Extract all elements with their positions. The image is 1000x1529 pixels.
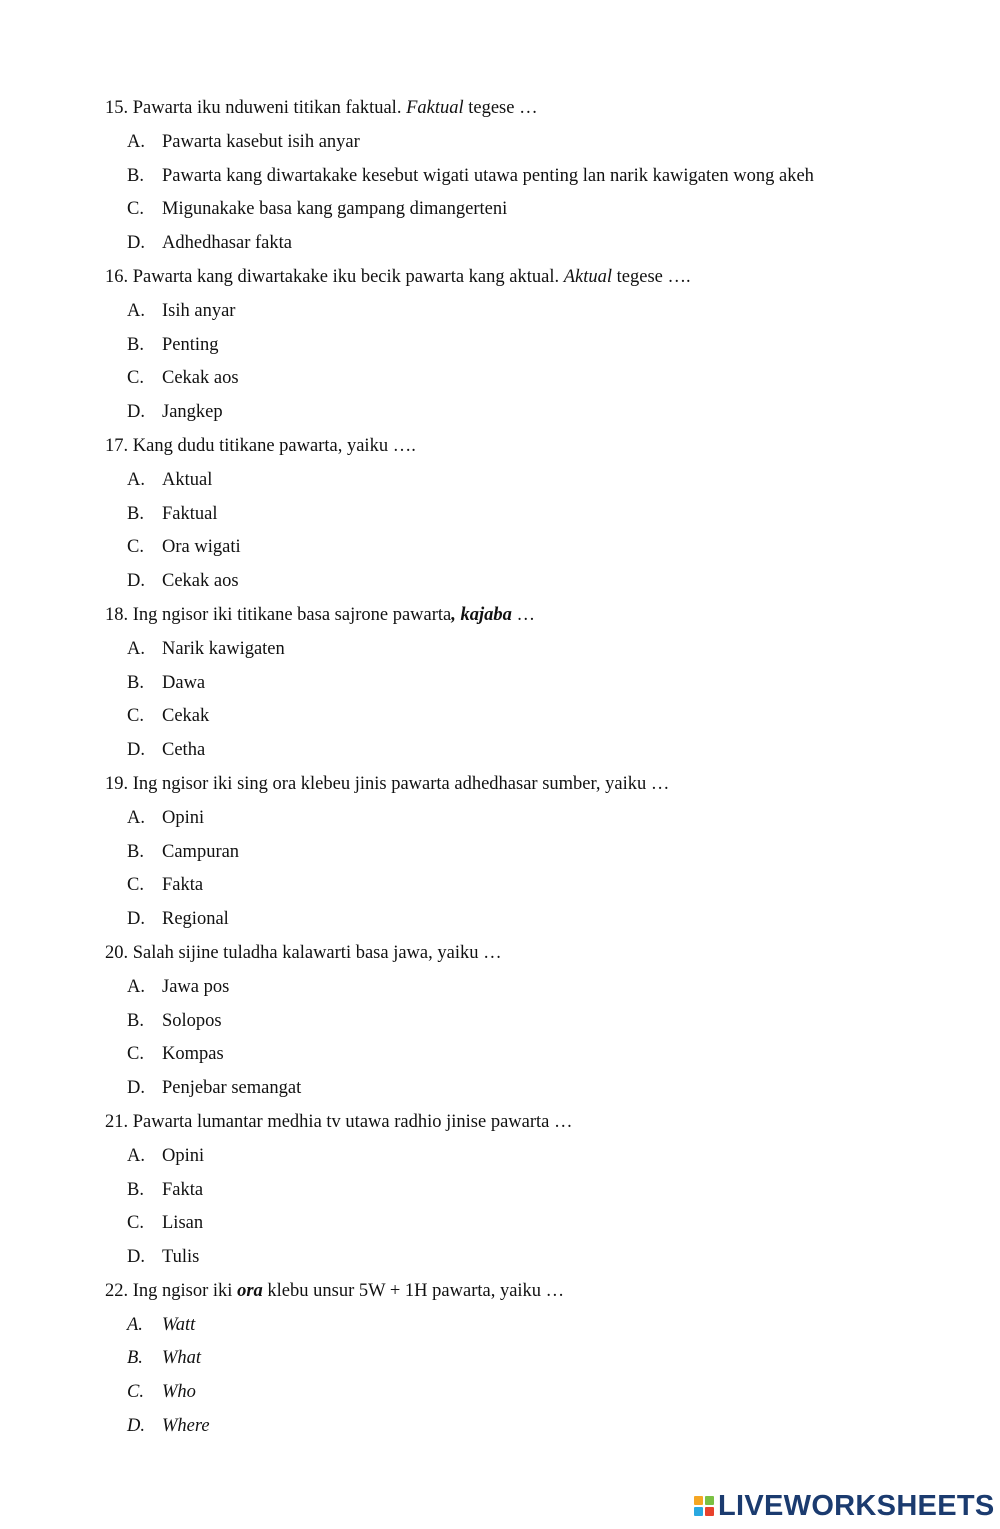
logo-square [705, 1496, 714, 1505]
question-15 [0, 92, 1000, 126]
answer-option[interactable] [0, 903, 1000, 937]
option-letter: A. [127, 807, 145, 828]
option-text: Cekak [162, 706, 210, 727]
answer-option[interactable] [0, 802, 1000, 836]
answer-option[interactable] [0, 396, 1000, 430]
liveworksheets-logo-icon [694, 1496, 714, 1516]
option-letter: A. [127, 1145, 145, 1166]
option-text: Pawarta kang diwartakake kesebut wigati utawa penting lan narik kawigaten wong akeh [162, 165, 814, 186]
answer-option[interactable] [0, 1410, 1000, 1444]
option-letter: B. [127, 1348, 143, 1369]
question-text: … [511, 604, 536, 625]
option-letter: A. [127, 131, 145, 152]
option-text: Faktual [162, 503, 218, 524]
answer-option[interactable] [0, 193, 1000, 227]
question-text: tegese …. [612, 266, 691, 287]
option-letter: D. [127, 571, 145, 592]
answer-option[interactable] [0, 1376, 1000, 1410]
option-letter: A. [127, 638, 145, 659]
answer-option[interactable] [0, 1207, 1000, 1241]
question-text: Ing ngisor iki [132, 1280, 238, 1301]
question-text: Salah sijine tuladha kalawarti basa jawa, yaiku … [132, 942, 502, 963]
question-text: , kajaba [451, 604, 512, 625]
option-text: Lisan [162, 1213, 204, 1234]
option-text: Narik kawigaten [162, 638, 285, 659]
option-text: Tulis [162, 1247, 200, 1268]
answer-option[interactable] [0, 362, 1000, 396]
answer-option[interactable] [0, 126, 1000, 160]
question-text: Ing ngisor iki titikane basa sajrone pawarta [132, 604, 452, 625]
option-text: Cekak aos [162, 368, 239, 389]
option-text: Penting [162, 334, 219, 355]
option-letter: A. [127, 300, 145, 321]
option-letter: B. [127, 334, 144, 355]
option-text: Penjebar semangat [162, 1078, 302, 1099]
question-number: 22. [105, 1280, 129, 1301]
question-number: 17. [105, 435, 129, 456]
question-number: 18. [105, 604, 129, 625]
option-text: Migunakake basa kang gampang dimangerteni [162, 199, 508, 220]
option-text: Fakta [162, 1179, 204, 1200]
option-text: Opini [162, 1145, 205, 1166]
option-letter: D. [127, 233, 145, 254]
answer-option[interactable] [0, 565, 1000, 599]
question-text: tegese … [463, 98, 538, 118]
logo-square [694, 1507, 703, 1516]
option-text: Fakta [162, 875, 204, 896]
answer-option[interactable] [0, 329, 1000, 363]
question-18 [0, 599, 1000, 633]
option-text: Regional [162, 909, 229, 930]
answer-option[interactable] [0, 498, 1000, 532]
question-number: 16. [105, 266, 129, 287]
question-text: Ing ngisor iki sing ora klebeu jinis pawarta adhedhasar sumber, yaiku … [132, 773, 670, 794]
option-text: Adhedhasar fakta [162, 233, 292, 254]
logo-square [694, 1496, 703, 1505]
answer-option[interactable] [0, 160, 1000, 194]
option-text: Who [162, 1382, 196, 1403]
option-letter: C. [127, 706, 144, 727]
answer-option[interactable] [0, 1072, 1000, 1106]
liveworksheets-logo-text: LIVEWORKSHEETS [718, 1489, 995, 1522]
option-text: Opini [162, 807, 205, 828]
option-text: Dawa [162, 672, 206, 693]
option-letter: C. [127, 875, 144, 896]
answer-option[interactable] [0, 1038, 1000, 1072]
question-20 [0, 937, 1000, 971]
option-text: Ora wigati [162, 537, 241, 558]
option-letter: A. [127, 1314, 143, 1335]
option-letter: C. [127, 199, 144, 220]
question-text: Pawarta kang diwartakake iku becik pawarta kang aktual. [132, 266, 564, 287]
question-text: Kang dudu titikane pawarta, yaiku …. [132, 435, 416, 456]
answer-option[interactable] [0, 531, 1000, 565]
question-text: Pawarta iku nduweni titikan faktual. [132, 98, 407, 118]
option-text: Campuran [162, 841, 240, 862]
option-text: Pawarta kasebut isih anyar [162, 131, 360, 152]
option-letter: D. [127, 909, 145, 930]
answer-option[interactable] [0, 869, 1000, 903]
worksheet-content [0, 92, 1000, 1444]
question-number: 20. [105, 942, 129, 963]
answer-option[interactable] [0, 1241, 1000, 1275]
option-letter: D. [127, 402, 145, 423]
option-letter: B. [127, 672, 144, 693]
option-text: Cekak aos [162, 571, 239, 592]
option-letter: D. [127, 1416, 145, 1437]
answer-option[interactable] [0, 667, 1000, 701]
answer-option[interactable] [0, 971, 1000, 1005]
option-text: Cetha [162, 740, 206, 761]
option-letter: D. [127, 1247, 145, 1268]
question-text: Faktual [406, 98, 464, 118]
logo-square [705, 1507, 714, 1516]
question-16 [0, 261, 1000, 295]
option-letter: A. [127, 469, 145, 490]
option-letter: B. [127, 165, 144, 186]
question-17 [0, 430, 1000, 464]
question-19 [0, 768, 1000, 802]
option-letter: C. [127, 1382, 144, 1403]
option-text: What [162, 1348, 202, 1369]
question-number: 19. [105, 773, 129, 794]
question-text: ora [237, 1280, 263, 1301]
option-letter: C. [127, 1213, 144, 1234]
option-letter: C. [127, 1044, 144, 1065]
answer-option[interactable] [0, 1140, 1000, 1174]
option-text: Aktual [162, 469, 213, 490]
liveworksheets-logo [694, 1488, 995, 1524]
question-text: Aktual [563, 266, 613, 287]
answer-option[interactable] [0, 1342, 1000, 1376]
question-number: 15. [105, 98, 129, 118]
option-text: Solopos [162, 1010, 222, 1031]
option-letter: A. [127, 976, 145, 997]
question-text: Pawarta lumantar medhia tv utawa radhio jinise pawarta … [132, 1111, 573, 1132]
answer-option[interactable] [0, 633, 1000, 667]
option-letter: B. [127, 1179, 144, 1200]
answer-option[interactable] [0, 227, 1000, 261]
question-21 [0, 1106, 1000, 1140]
answer-option[interactable] [0, 836, 1000, 870]
option-text: Jawa pos [162, 976, 230, 997]
question-number: 21. [105, 1111, 129, 1132]
option-letter: C. [127, 537, 144, 558]
option-text: Jangkep [162, 402, 223, 423]
option-text: Isih anyar [162, 300, 236, 321]
option-letter: C. [127, 368, 144, 389]
answer-option[interactable] [0, 295, 1000, 329]
option-letter: D. [127, 1078, 145, 1099]
option-text: Watt [162, 1314, 196, 1335]
answer-option[interactable] [0, 734, 1000, 768]
answer-option[interactable] [0, 700, 1000, 734]
question-22 [0, 1275, 1000, 1309]
answer-option[interactable] [0, 1174, 1000, 1208]
option-text: Kompas [162, 1044, 224, 1065]
option-letter: B. [127, 841, 144, 862]
answer-option[interactable] [0, 464, 1000, 498]
answer-option[interactable] [0, 1005, 1000, 1039]
option-letter: B. [127, 503, 144, 524]
option-letter: B. [127, 1010, 144, 1031]
option-letter: D. [127, 740, 145, 761]
question-text: klebu unsur 5W + 1H pawarta, yaiku … [262, 1280, 565, 1301]
answer-option[interactable] [0, 1309, 1000, 1343]
option-text: Where [162, 1416, 210, 1437]
